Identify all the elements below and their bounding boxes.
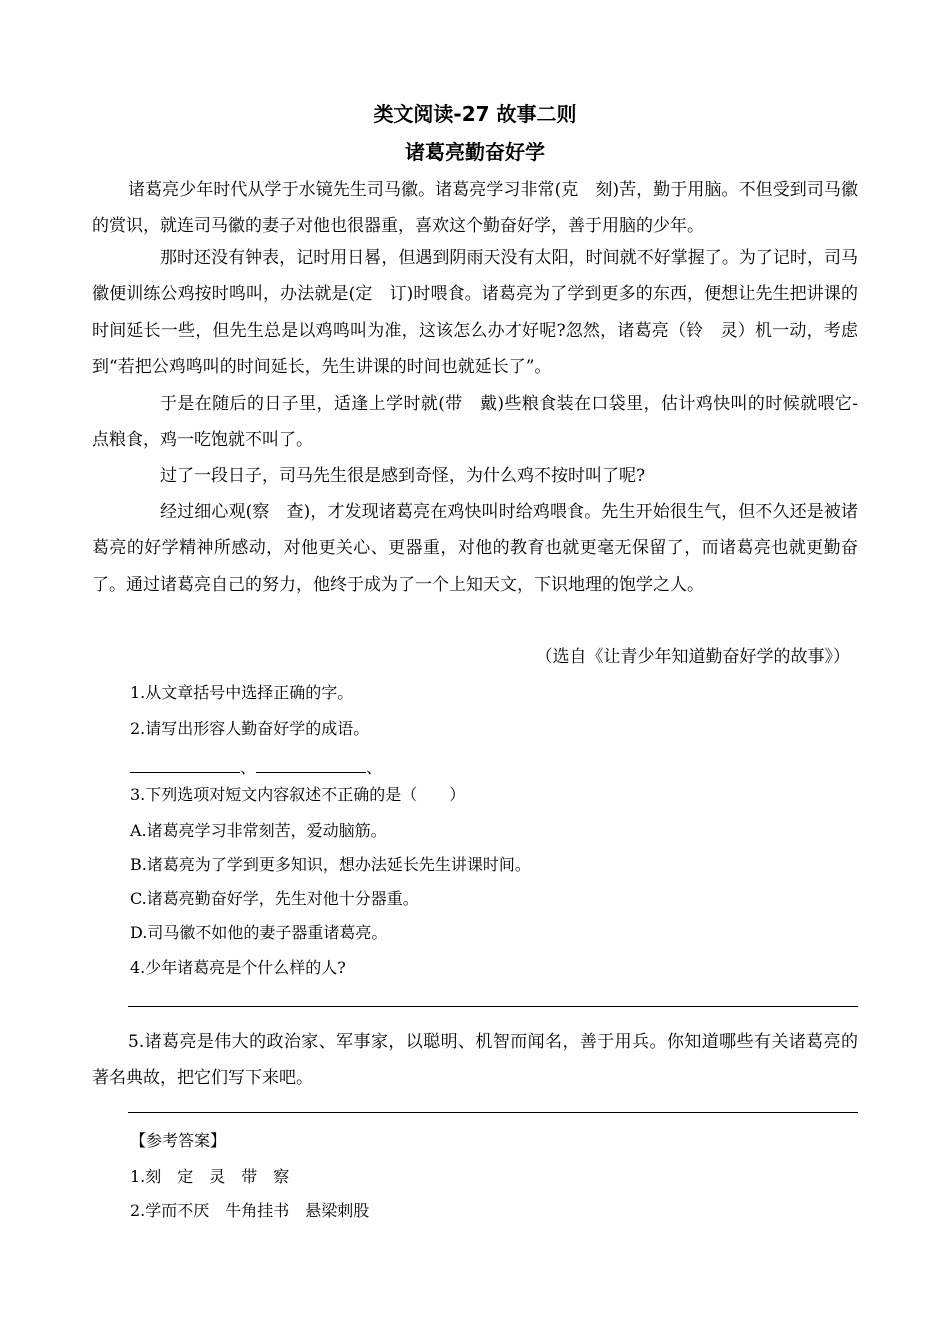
option-d: D.司马徽不如他的妻子器重诸葛亮。 [130, 923, 388, 942]
question-2: 2.请写出形容人勤奋好学的成语。 [130, 719, 370, 738]
option-a: A.诸葛亮学习非常刻苦，爱动脑筋。 [130, 821, 387, 840]
answer-key-heading: 【参考答案】 [130, 1131, 227, 1150]
blank-separator-2: 、 [366, 758, 383, 777]
article-source: （选自《让青少年知道勤奋好学的故事》） [535, 647, 850, 667]
article-paragraph-1: 诸葛亮少年时代从学于水镜先生司马徽。诸葛亮学习非常(克 刻)苦，勤于用脑。不但受到司马徽的赏识，就连司马徽的妻子对他也很器重，喜欢这个勤奋好学，善于用脑的少年。 [92, 180, 858, 237]
article-paragraph-3: 于是在随后的日子里，适逢上学时就(带 戴)些粮食装在口袋里，估计鸡快叫的时候就喂它-点粮食，鸡一吃饱就不叫了。 [92, 394, 858, 451]
answer-blank-1[interactable] [130, 759, 240, 773]
question-5: 5.诸葛亮是伟大的政治家、军事家，以聪明、机智而闻名，善于用兵。你知道哪些有关诸葛亮的著名典故，把它们写下来吧。 [92, 1032, 858, 1088]
question-1: 1.从文章括号中选择正确的字。 [130, 683, 354, 702]
answer-blank-2[interactable] [256, 759, 366, 773]
article-paragraph-2: 那时还没有钟表，记时用日晷，但遇到阴雨天没有太阳，时间就不好掌握了。为了记时，司马徽便训练公鸡按时鸣叫，办法就是(定 订)时喂食。诸葛亮为了学到更多的东西，便想让先生把讲课的时间延长一些，但先生总是以鸡鸣叫为准，这该怎么办才好呢?忽然，诸葛亮（铃 灵）机一动，考虑到“若把公鸡鸣叫的时间延长，先生讲课的时间也就延长了”。 [92, 248, 858, 377]
answer-key-2: 2.学而不厌 牛角挂书 悬梁刺股 [130, 1201, 370, 1220]
blank-separator-1: 、 [240, 758, 257, 777]
question-2-answer-blanks [130, 755, 382, 778]
article-paragraph-4: 过了一段日子，司马先生很是感到奇怪，为什么鸡不按时叫了呢? [160, 466, 646, 486]
option-b: B.诸葛亮为了学到更多知识，想办法延长先生讲课时间。 [130, 855, 531, 874]
answer-key-1: 1.刻 定 灵 带 察 [130, 1167, 290, 1186]
page-title: 类文阅读-27 故事二则 [373, 102, 577, 126]
answer-line-q5[interactable] [128, 1112, 858, 1113]
question-4: 4.少年诸葛亮是个什么样的人? [130, 958, 346, 977]
question-3: 3.下列选项对短文内容叙述不正确的是（ ） [130, 785, 466, 804]
story-title: 诸葛亮勤奋好学 [405, 140, 545, 164]
option-c: C.诸葛亮勤奋好学，先生对他十分器重。 [130, 889, 419, 908]
answer-line-q4[interactable] [128, 1006, 858, 1007]
article-paragraph-5: 经过细心观(察 查)，才发现诸葛亮在鸡快叫时给鸡喂食。先生开始很生气，但不久还是被诸葛亮的好学精神所感动，对他更关心、更器重，对他的教育也就更毫无保留了，而诸葛亮也就更勤奋了。通过诸葛亮自己的努力，他终于成为了一个上知天文，下识地理的饱学之人。 [92, 502, 858, 595]
